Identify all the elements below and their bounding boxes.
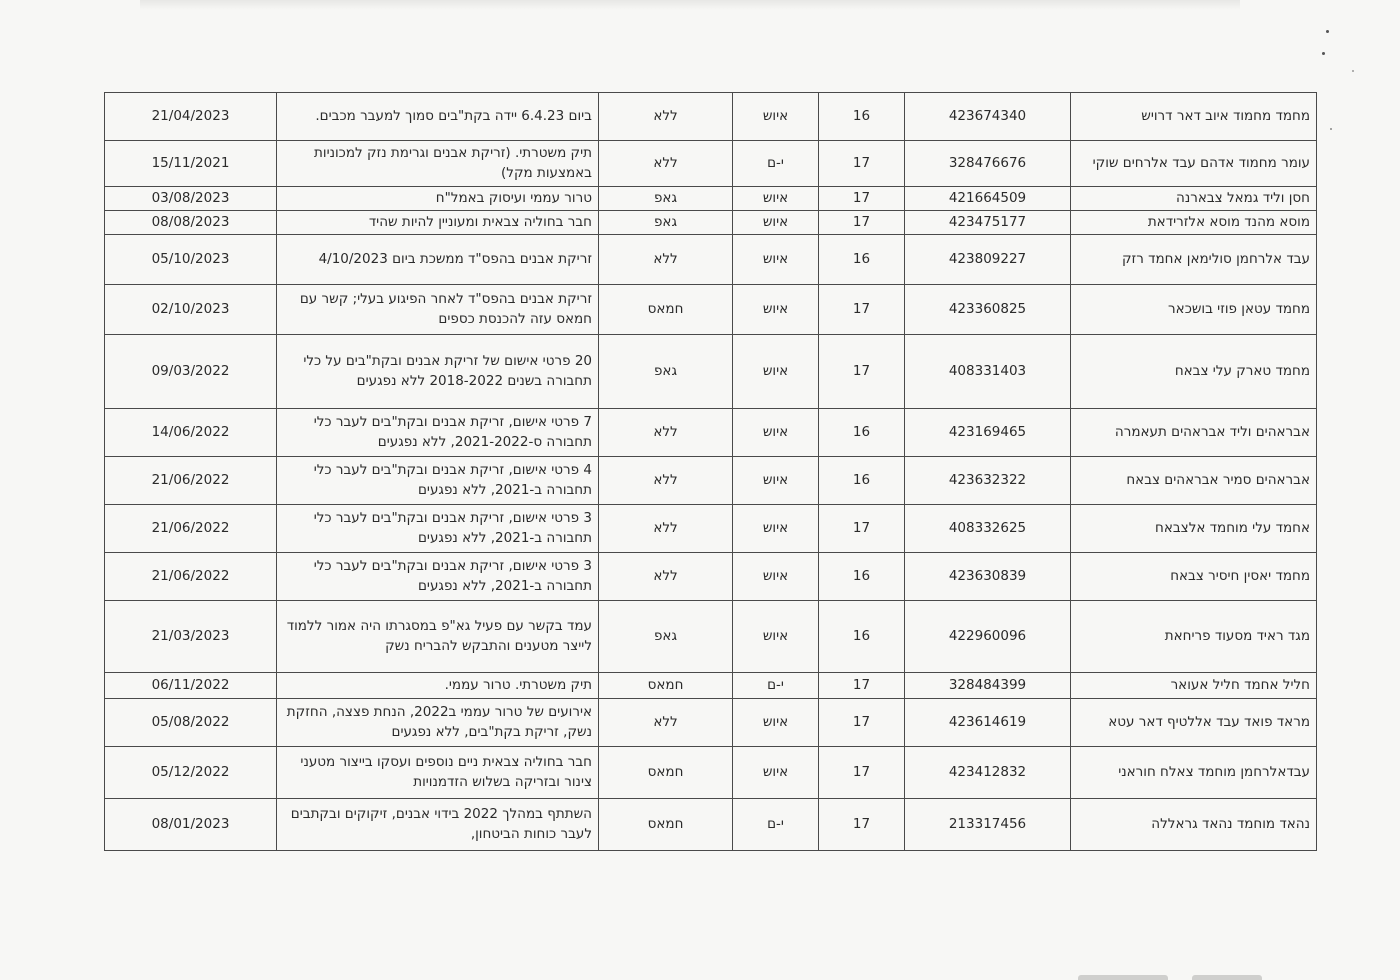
- date-cell: 08/01/2023: [105, 799, 277, 851]
- id-number-cell: 408332625: [905, 505, 1071, 553]
- residence-cell: איוש: [733, 211, 819, 235]
- person-name-cell: מוסא מהנד מוסא אלזרידאת: [1071, 211, 1317, 235]
- scan-top-shadow: [140, 0, 1240, 10]
- id-number-cell: 423360825: [905, 285, 1071, 335]
- date-cell: 05/10/2023: [105, 235, 277, 285]
- table-row: [105, 505, 1317, 553]
- age-cell: 17: [819, 187, 905, 211]
- affiliation-cell: גאפ: [599, 601, 733, 673]
- person-name-cell: אבראהים סמיר אבראהים צבאח: [1071, 457, 1317, 505]
- age-cell: 16: [819, 553, 905, 601]
- date-cell: 05/08/2022: [105, 699, 277, 747]
- details-cell: 7 פרטי אישום, זריקת אבנים ובקת"בים לעבר כלי תחבורה ס-2021-2022, ללא נפגעים: [277, 409, 599, 457]
- affiliation-cell: ללא: [599, 505, 733, 553]
- date-cell: 21/03/2023: [105, 601, 277, 673]
- residence-cell: איוש: [733, 457, 819, 505]
- residence-cell: איוש: [733, 187, 819, 211]
- age-cell: 16: [819, 93, 905, 141]
- affiliation-cell: ללא: [599, 699, 733, 747]
- affiliation-cell: גאפ: [599, 335, 733, 409]
- details-cell: זריקת אבנים בהפס"ד לאחר הפיגוע בעלי; קשר עם חמאס עזה להכנסת כספים: [277, 285, 599, 335]
- date-cell: 21/06/2022: [105, 505, 277, 553]
- id-number-cell: 423809227: [905, 235, 1071, 285]
- age-cell: 17: [819, 505, 905, 553]
- age-cell: 17: [819, 211, 905, 235]
- age-cell: 16: [819, 235, 905, 285]
- id-number-cell: 423412832: [905, 747, 1071, 799]
- affiliation-cell: ללא: [599, 409, 733, 457]
- table-row: [105, 601, 1317, 673]
- person-name-cell: מראד פואד עבד אללטיף דאר עטא: [1071, 699, 1317, 747]
- age-cell: 17: [819, 141, 905, 187]
- id-number-cell: 422960096: [905, 601, 1071, 673]
- details-cell: עמד בקשר עם פעיל גא"פ במסגרתו היה אמור ללמוד לייצר מטענים והתבקש להבריח נשק: [277, 601, 599, 673]
- id-number-cell: 213317456: [905, 799, 1071, 851]
- person-name-cell: מגד ראיד מסעוד פריחאת: [1071, 601, 1317, 673]
- details-cell: השתתף במהלך 2022 בידוי אבנים, זיקוקים ובקתבים לעבר כוחות הביטחון,: [277, 799, 599, 851]
- affiliation-cell: חמאס: [599, 799, 733, 851]
- id-number-cell: 423630839: [905, 553, 1071, 601]
- affiliation-cell: ללא: [599, 553, 733, 601]
- id-number-cell: 423475177: [905, 211, 1071, 235]
- residence-cell: איוש: [733, 699, 819, 747]
- person-name-cell: עבדאלרחמן מוחמד צאלח חוראני: [1071, 747, 1317, 799]
- id-number-cell: 423169465: [905, 409, 1071, 457]
- id-number-cell: 421664509: [905, 187, 1071, 211]
- table-row: [105, 93, 1317, 141]
- date-cell: 15/11/2021: [105, 141, 277, 187]
- affiliation-cell: ללא: [599, 457, 733, 505]
- details-cell: זריקת אבנים בהפס"ד ממשכת ביום 4/10/2023: [277, 235, 599, 285]
- id-number-cell: 408331403: [905, 335, 1071, 409]
- details-cell: 20 פרטי אישום של זריקת אבנים ובקת"בים על כלי תחבורה בשנים 2018-2022 ללא נפגעים: [277, 335, 599, 409]
- records-table-body: [105, 93, 1317, 851]
- id-number-cell: 328484399: [905, 673, 1071, 699]
- date-cell: 21/06/2022: [105, 457, 277, 505]
- date-cell: 09/03/2022: [105, 335, 277, 409]
- records-table: [104, 92, 1317, 851]
- age-cell: 16: [819, 457, 905, 505]
- age-cell: 17: [819, 673, 905, 699]
- date-cell: 08/08/2023: [105, 211, 277, 235]
- scan-edge-mark: [1078, 975, 1168, 980]
- details-cell: תיק משטרתי. טרור עממי.: [277, 673, 599, 699]
- table-row: [105, 673, 1317, 699]
- residence-cell: י-ם: [733, 799, 819, 851]
- date-cell: 06/11/2022: [105, 673, 277, 699]
- table-row: [105, 141, 1317, 187]
- id-number-cell: 328476676: [905, 141, 1071, 187]
- table-row: [105, 211, 1317, 235]
- date-cell: 14/06/2022: [105, 409, 277, 457]
- table-row: [105, 409, 1317, 457]
- date-cell: 03/08/2023: [105, 187, 277, 211]
- table-row: [105, 699, 1317, 747]
- person-name-cell: חסן וליד גמאל צבארנה: [1071, 187, 1317, 211]
- residence-cell: איוש: [733, 505, 819, 553]
- residence-cell: איוש: [733, 93, 819, 141]
- person-name-cell: אבראהים וליד אבראהים תעאמרה: [1071, 409, 1317, 457]
- details-cell: 3 פרטי אישום, זריקת אבנים ובקת"בים לעבר כלי תחבורה ב-2021, ללא נפגעים: [277, 553, 599, 601]
- date-cell: 21/06/2022: [105, 553, 277, 601]
- affiliation-cell: חמאס: [599, 673, 733, 699]
- residence-cell: י-ם: [733, 141, 819, 187]
- age-cell: 16: [819, 601, 905, 673]
- affiliation-cell: חמאס: [599, 747, 733, 799]
- residence-cell: איוש: [733, 285, 819, 335]
- affiliation-cell: ללא: [599, 141, 733, 187]
- table-row: [105, 553, 1317, 601]
- id-number-cell: 423674340: [905, 93, 1071, 141]
- affiliation-cell: ללא: [599, 235, 733, 285]
- age-cell: 17: [819, 335, 905, 409]
- details-cell: 4 פרטי אישום, זריקת אבנים ובקת"בים לעבר כלי תחבורה ב-2021, ללא נפגעים: [277, 457, 599, 505]
- scan-speck: [1326, 30, 1329, 33]
- table-row: [105, 187, 1317, 211]
- date-cell: 21/04/2023: [105, 93, 277, 141]
- residence-cell: איוש: [733, 553, 819, 601]
- details-cell: אירועים של טרור עממי ב2022, הנחת פצצה, החזקת נשק, זריקת בקת"בים, ללא נפגעים: [277, 699, 599, 747]
- age-cell: 17: [819, 799, 905, 851]
- affiliation-cell: חמאס: [599, 285, 733, 335]
- details-cell: חבר בחוליה צבאית ניים נוספים ועסקו בייצור מטעני צינור ובזריקה בשלוש הזדמנויות: [277, 747, 599, 799]
- residence-cell: י-ם: [733, 673, 819, 699]
- age-cell: 16: [819, 409, 905, 457]
- scan-edge-mark: [1192, 975, 1262, 980]
- residence-cell: איוש: [733, 335, 819, 409]
- person-name-cell: נהאד מוחמד נהאד גראללה: [1071, 799, 1317, 851]
- table-row: [105, 799, 1317, 851]
- details-cell: טרור עממי ועיסוק באמל"ח: [277, 187, 599, 211]
- details-cell: 3 פרטי אישום, זריקת אבנים ובקת"בים לעבר כלי תחבורה ב-2021, ללא נפגעים: [277, 505, 599, 553]
- person-name-cell: עבד אלרחמן סולימאן אחמד רזק: [1071, 235, 1317, 285]
- scan-speck: [1352, 70, 1354, 72]
- details-cell: חבר בחוליה צבאית ומעוניין להיות שהיד: [277, 211, 599, 235]
- age-cell: 17: [819, 285, 905, 335]
- residence-cell: איוש: [733, 235, 819, 285]
- person-name-cell: מחמד יאסין חיסיר צבאח: [1071, 553, 1317, 601]
- table-row: [105, 335, 1317, 409]
- table-row: [105, 457, 1317, 505]
- person-name-cell: חליל אחמד חליל אעואר: [1071, 673, 1317, 699]
- person-name-cell: אחמד עלי מוחמד אלצבאח: [1071, 505, 1317, 553]
- affiliation-cell: ללא: [599, 93, 733, 141]
- details-cell: תיק משטרתי. (זריקת אבנים וגרימת נזק למכוניות באמצעות מקל): [277, 141, 599, 187]
- document-page: [104, 92, 1316, 850]
- person-name-cell: מחמד טארק עלי צבאח: [1071, 335, 1317, 409]
- residence-cell: איוש: [733, 747, 819, 799]
- residence-cell: איוש: [733, 601, 819, 673]
- table-row: [105, 747, 1317, 799]
- residence-cell: איוש: [733, 409, 819, 457]
- person-name-cell: מחמד עטאן פוזי בושכאר: [1071, 285, 1317, 335]
- affiliation-cell: גאפ: [599, 187, 733, 211]
- details-cell: ביום 6.4.23 יידה בקת"בים סמוך למעבר מכבים.: [277, 93, 599, 141]
- age-cell: 17: [819, 699, 905, 747]
- id-number-cell: 423614619: [905, 699, 1071, 747]
- age-cell: 17: [819, 747, 905, 799]
- date-cell: 05/12/2022: [105, 747, 277, 799]
- id-number-cell: 423632322: [905, 457, 1071, 505]
- scan-speck: [1330, 128, 1332, 130]
- person-name-cell: מחמד מחמוד איוב דאר דרויש: [1071, 93, 1317, 141]
- person-name-cell: עומר מחמוד אדהם עבד אלרחים שוקי: [1071, 141, 1317, 187]
- table-row: [105, 235, 1317, 285]
- scan-speck: [1322, 52, 1325, 55]
- table-row: [105, 285, 1317, 335]
- date-cell: 02/10/2023: [105, 285, 277, 335]
- affiliation-cell: גאפ: [599, 211, 733, 235]
